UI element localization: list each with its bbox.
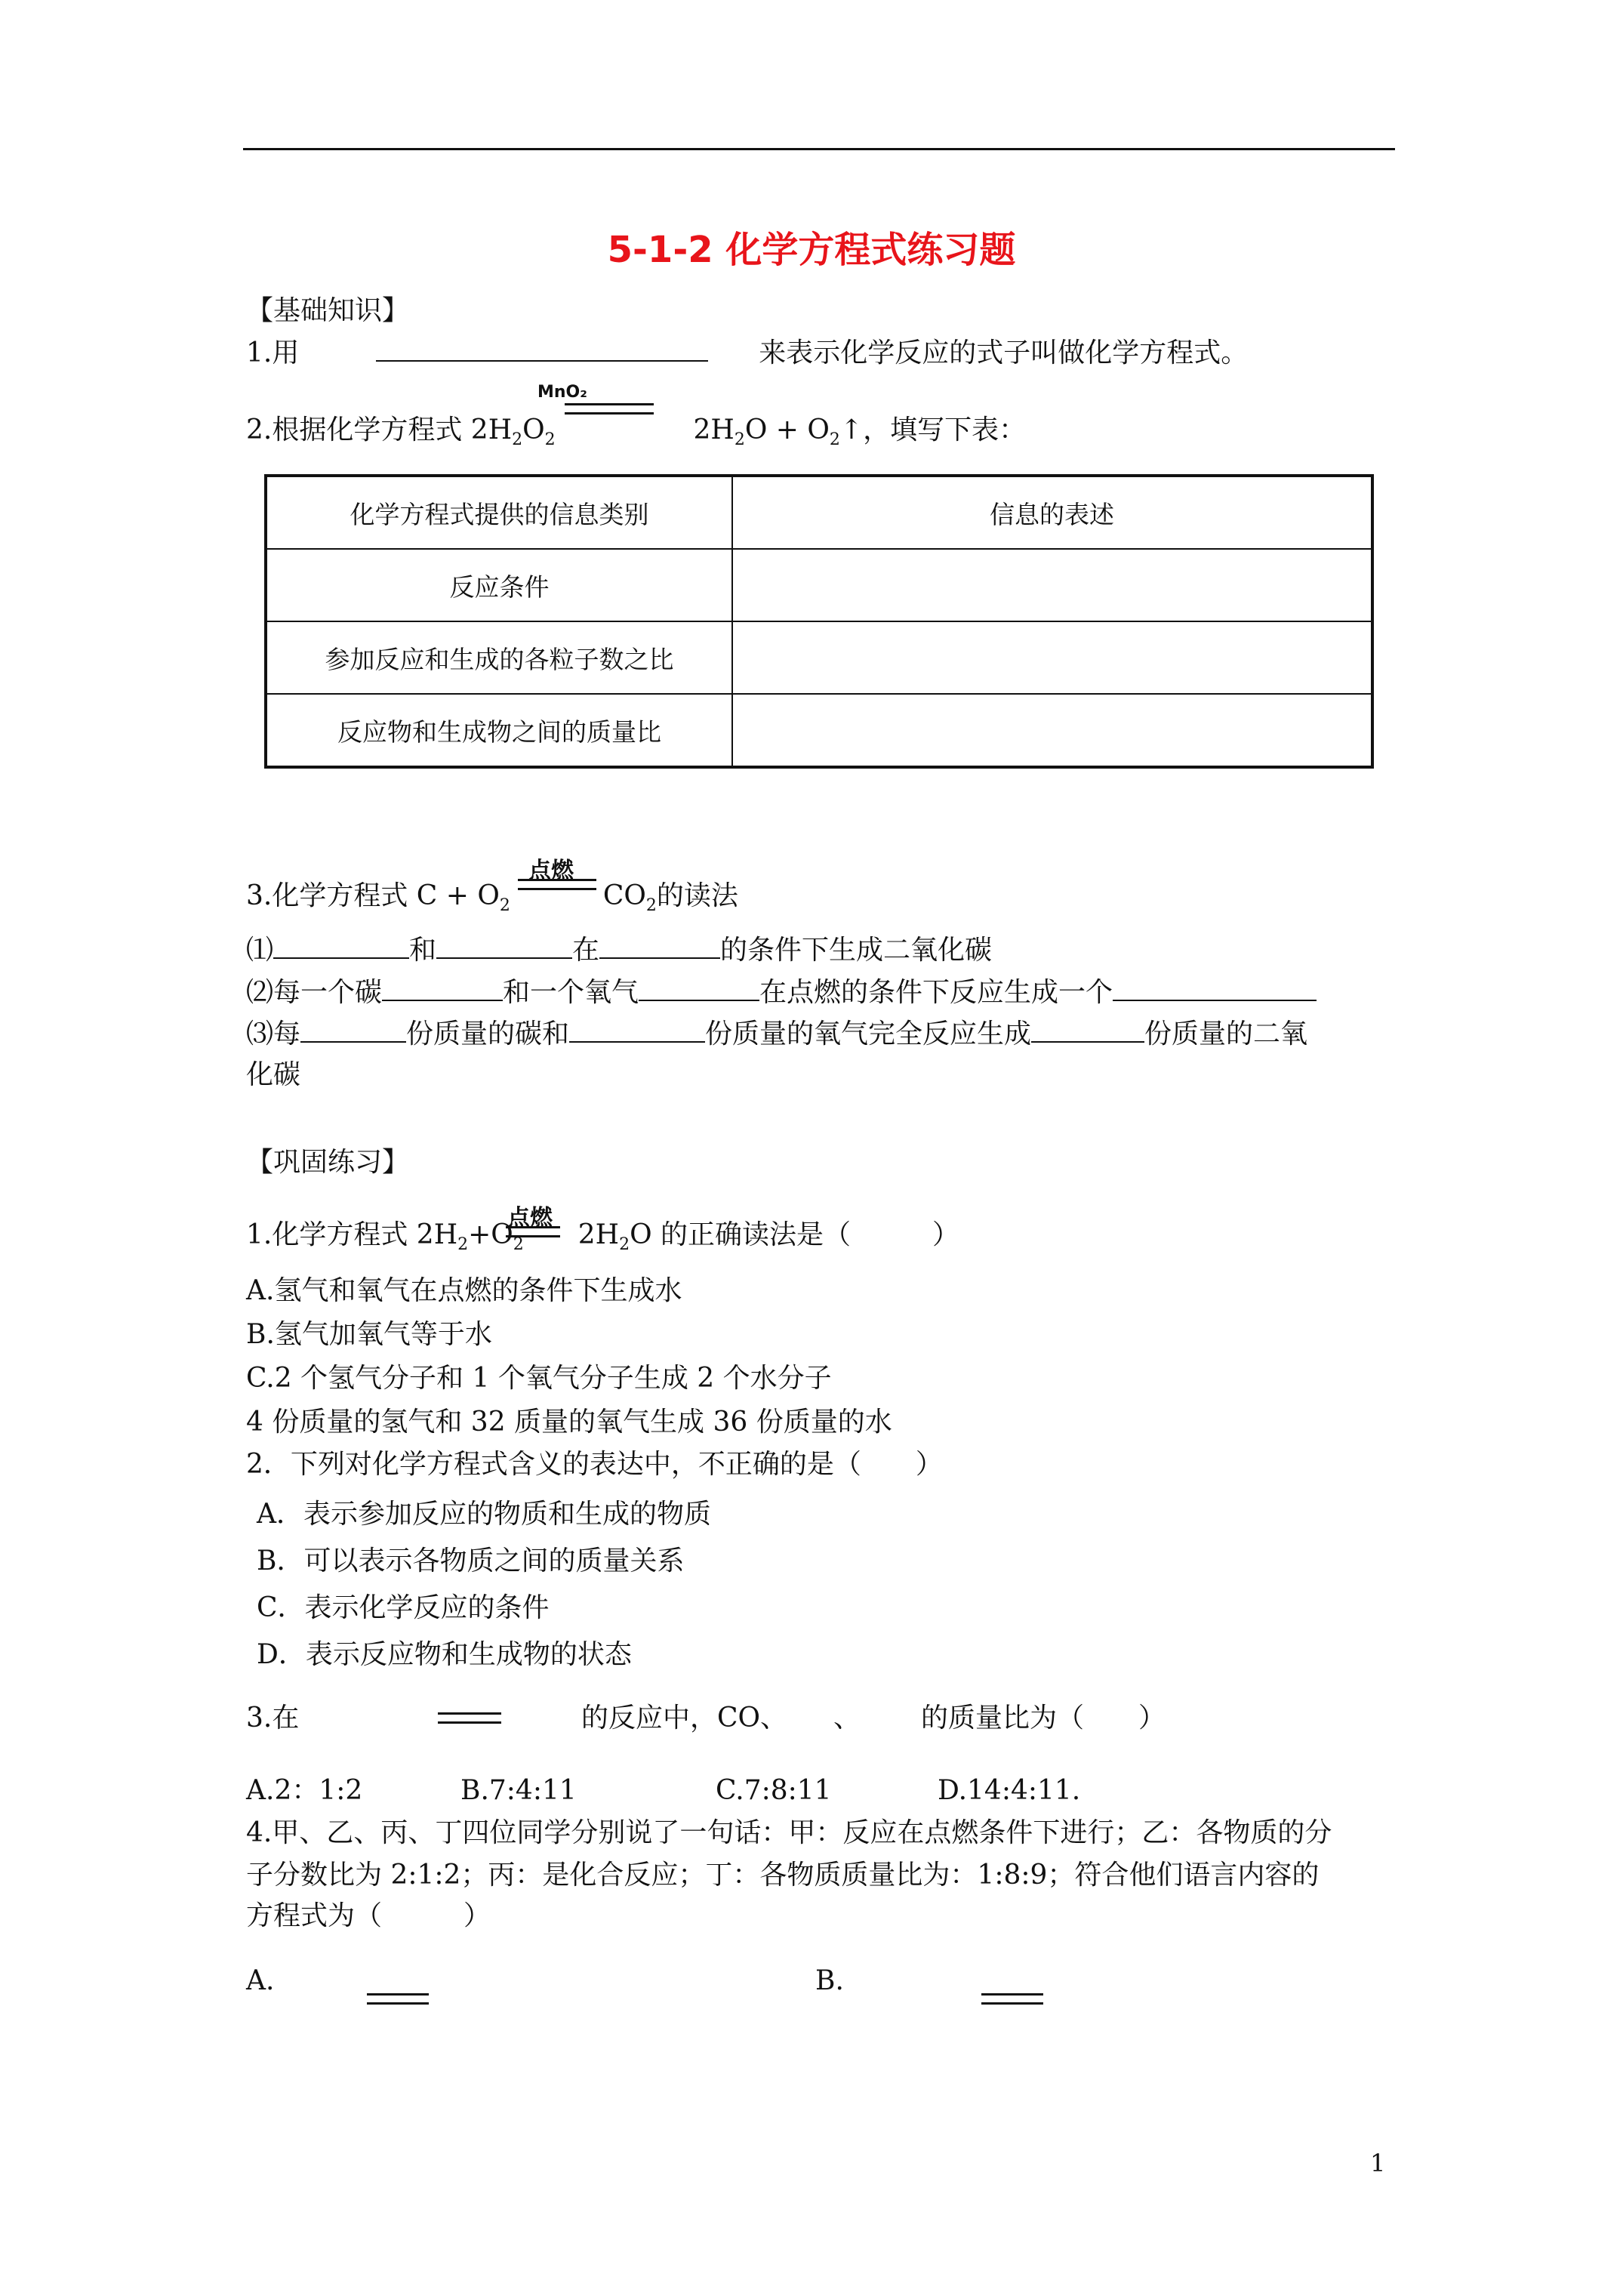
option[interactable]: C.2 个氢气分子和 1 个氧气分子生成 2 个水分子: [246, 1363, 832, 1394]
option[interactable]: B．可以表示各物质之间的质量关系: [257, 1546, 685, 1576]
table-row: [266, 621, 1372, 694]
q3-equals-sign: [518, 879, 596, 890]
option[interactable]: B.: [815, 1965, 844, 1996]
option[interactable]: A．表示参加反应的物质和生成的物质: [257, 1499, 711, 1530]
q3-item-2: ⑵每一个碳 和一个氧气 在点燃的条件下反应生成一个: [246, 974, 1317, 1009]
blank[interactable]: [599, 932, 720, 959]
section-basic: 【基础知识】: [246, 295, 410, 326]
blank[interactable]: [1031, 1015, 1144, 1043]
q3-wrap: 化碳: [246, 1059, 301, 1090]
p4a-equals-sign: [367, 1993, 429, 2005]
p4-line-3: 方程式为（ ）: [246, 1900, 491, 1931]
basic-q2: 2.根据化学方程式 $2H_2O_2$ $2H_2O$ + $O_2↑$，填写下表：: [246, 415, 1027, 450]
q3-condition-label: 点燃: [528, 858, 574, 884]
option[interactable]: A.氢气和氧气在点燃的条件下生成水: [246, 1275, 682, 1306]
table-row: [266, 549, 1372, 621]
table-header: 信息的表述: [732, 476, 1372, 549]
page-title: 5-1-2 化学方程式练习题: [607, 229, 1016, 271]
blank[interactable]: [300, 1015, 406, 1043]
header-rule: [243, 148, 1395, 150]
blank[interactable]: [569, 1015, 705, 1043]
option[interactable]: D.14:4:11.: [938, 1775, 1081, 1806]
q2-equals-sign: [565, 403, 654, 415]
blank[interactable]: [436, 932, 572, 959]
option[interactable]: D．表示反应物和生成物的状态: [257, 1639, 632, 1670]
blank[interactable]: [639, 974, 759, 1001]
q1-suffix: 来表示化学反应的式子叫做化学方程式。: [759, 337, 1249, 368]
option[interactable]: A.2：1:2: [246, 1775, 363, 1806]
p3-b: 的反应中，CO、: [581, 1703, 788, 1734]
q3-item-1: ⑴ 和 在 的条件下生成二氧化碳: [246, 932, 992, 967]
q2-catalyst-label: MnO₂: [537, 383, 587, 402]
answer-cell[interactable]: [732, 694, 1372, 767]
page-number: 1: [1370, 2149, 1386, 2177]
p1-condition-label: 点燃: [507, 1205, 553, 1231]
answer-cell[interactable]: [732, 621, 1372, 694]
option[interactable]: B.氢气加氧气等于水: [246, 1319, 492, 1350]
q1-prefix: 1.用: [246, 337, 300, 368]
blank[interactable]: [382, 974, 503, 1001]
option[interactable]: C．表示化学反应的条件: [257, 1592, 550, 1623]
p3-d: 的质量比为（ ）: [921, 1703, 1166, 1734]
basic-q1: [246, 334, 1248, 370]
q3-item-3: ⑶每 份质量的碳和 份质量的氧气完全反应生成 份质量的二氧: [246, 1015, 1307, 1051]
practice-q2: 2．下列对化学方程式含义的表达中，不正确的是（ ）: [246, 1449, 943, 1480]
table-row: [266, 694, 1372, 767]
table-header: 化学方程式提供的信息类别: [266, 476, 732, 549]
p1-equals-sign: [506, 1226, 560, 1237]
blank[interactable]: [273, 932, 409, 959]
table-header-row: [266, 476, 1372, 549]
option[interactable]: A.: [246, 1965, 275, 1996]
option[interactable]: B.7:4:11: [460, 1775, 577, 1806]
p4-line-1: 4.甲、乙、丙、丁四位同学分别说了一句话：甲：反应在点燃条件下进行；乙：各物质的分: [246, 1817, 1332, 1848]
blank[interactable]: [1113, 974, 1317, 1001]
option[interactable]: 4 份质量的氢气和 32 质量的氧气生成 36 份质量的水: [246, 1407, 892, 1438]
q1-blank[interactable]: [376, 334, 708, 362]
section-practice: 【巩固练习】: [246, 1147, 410, 1178]
p3-a: 3.在: [246, 1703, 300, 1734]
option[interactable]: C.7:8:11: [716, 1775, 832, 1806]
p3-c: 、: [833, 1703, 861, 1734]
p3-equals-sign: [438, 1712, 501, 1724]
p4-line-2: 子分数比为 2:1:2；丙：是化合反应；丁：各物质质量比为：1:8:9；符合他们语言内容的: [246, 1860, 1320, 1891]
table-cell: 反应物和生成物之间的质量比: [266, 694, 732, 767]
basic-q3: 3.化学方程式 $C + O_2$ $CO_2$的读法: [246, 880, 738, 916]
practice-q1: 1.化学方程式 $2H_2+O_2$ $2H_2O$ 的正确读法是（ ）: [246, 1219, 960, 1255]
info-table: [264, 474, 1374, 769]
table-cell: 参加反应和生成的各粒子数之比: [266, 621, 732, 694]
answer-cell[interactable]: [732, 549, 1372, 621]
p4b-equals-sign: [981, 1993, 1043, 2005]
table-cell: 反应条件: [266, 549, 732, 621]
